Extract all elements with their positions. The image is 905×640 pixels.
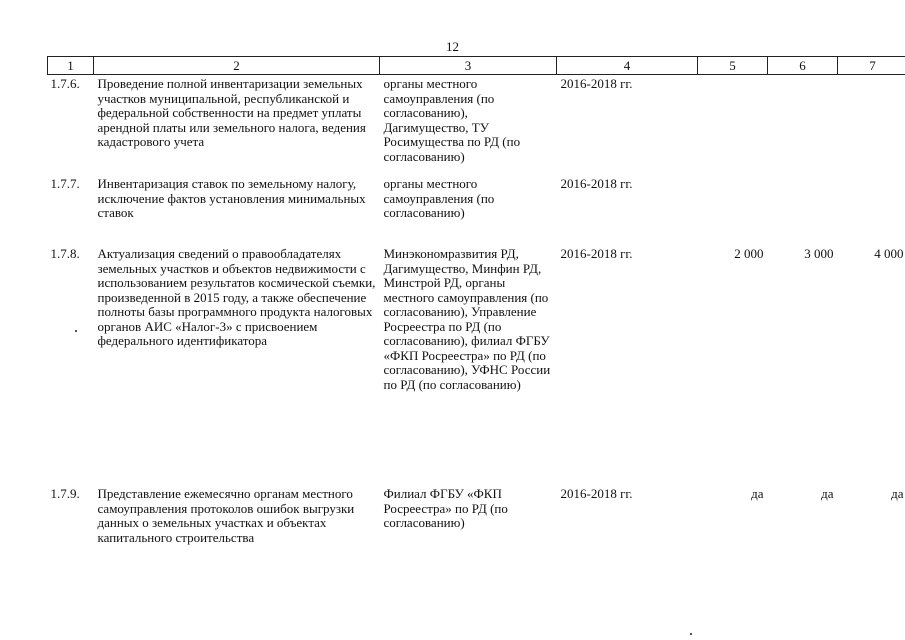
table-row — [48, 75, 905, 178]
activity-cell: Актуализация сведений о правообладателях земельных участков и объектов недвижимости с использованием результатов космической съемки, произведенной в 2015 году, а также обеспечение полноты базы программного продукта налоговых органов АИС «Налог-3» с присвоением федерального идентификатора — [97, 246, 376, 348]
executors-cell: органы местного самоуправления (по согласованию) — [383, 176, 495, 220]
value-2016-cell: да — [751, 486, 764, 501]
value-2017-cell — [768, 75, 838, 178]
executors-cell: Филиал ФГБУ «ФКП Росреестра» по РД (по согласованию) — [383, 486, 508, 530]
activity-cell: Представление ежемесячно органам местного самоуправления протоколов ошибок выгрузки данных о земельных участках и объектах капитального строительства — [97, 486, 355, 545]
measures-table — [47, 56, 905, 567]
table-header — [48, 57, 905, 75]
executors-cell: Минэкономразвития РД, Дагимущество, Минфин РД, Минстрой РД, органы местного самоуправления (по согласованию), Управление Росреестра по РД (по согласованию), филиал ФГБУ «ФКП Росреестра» по РД (по согласованию), УФНС России по РД (по согласованию) — [383, 246, 551, 392]
value-2017-cell — [768, 177, 838, 247]
executors-cell: органы местного самоуправления (по согласованию), Дагимущество, ТУ Росимущества по РД (по согласованию) — [383, 76, 521, 164]
period-cell: 2016-2018 гг. — [560, 76, 633, 91]
activity-cell: Инвентаризация ставок по земельному налогу, исключение фактов установления минимальных ставок — [97, 176, 366, 220]
value-2016-cell — [698, 75, 768, 178]
column-header: 1 — [48, 57, 94, 75]
column-header: 2 — [94, 57, 380, 75]
value-2017-cell: да — [821, 486, 834, 501]
value-2018-cell — [838, 75, 905, 178]
page-number: 12 — [446, 39, 459, 54]
activity-cell: Проведение полной инвентаризации земельных участков муниципальной, республиканской и федеральной собственности на предмет уплаты арендной платы или земельного налога, ведения кадастрового учета — [97, 76, 366, 149]
value-2018-cell: да — [891, 486, 904, 501]
value-2018-cell: 4 000 — [874, 246, 904, 261]
value-2016-cell — [698, 177, 768, 247]
column-header: 4 — [557, 57, 698, 75]
table-row — [48, 487, 905, 567]
column-header: 5 — [698, 57, 768, 75]
value-2017-cell: 3 000 — [804, 246, 834, 261]
column-header: 3 — [380, 57, 557, 75]
scan-speck — [75, 330, 77, 332]
item-number: 1.7.9. — [50, 486, 80, 501]
item-number: 1.7.8. — [50, 246, 80, 261]
column-header: 7 — [838, 57, 905, 75]
table-row — [48, 177, 905, 247]
item-number: 1.7.6. — [50, 76, 80, 91]
period-cell: 2016-2018 гг. — [560, 486, 633, 501]
column-header: 6 — [768, 57, 838, 75]
period-cell: 2016-2018 гг. — [560, 246, 633, 261]
table-row — [48, 247, 905, 487]
scan-speck — [690, 633, 692, 635]
value-2016-cell: 2 000 — [734, 246, 764, 261]
value-2018-cell — [838, 177, 905, 247]
item-number: 1.7.7. — [50, 176, 80, 191]
period-cell: 2016-2018 гг. — [560, 176, 633, 191]
